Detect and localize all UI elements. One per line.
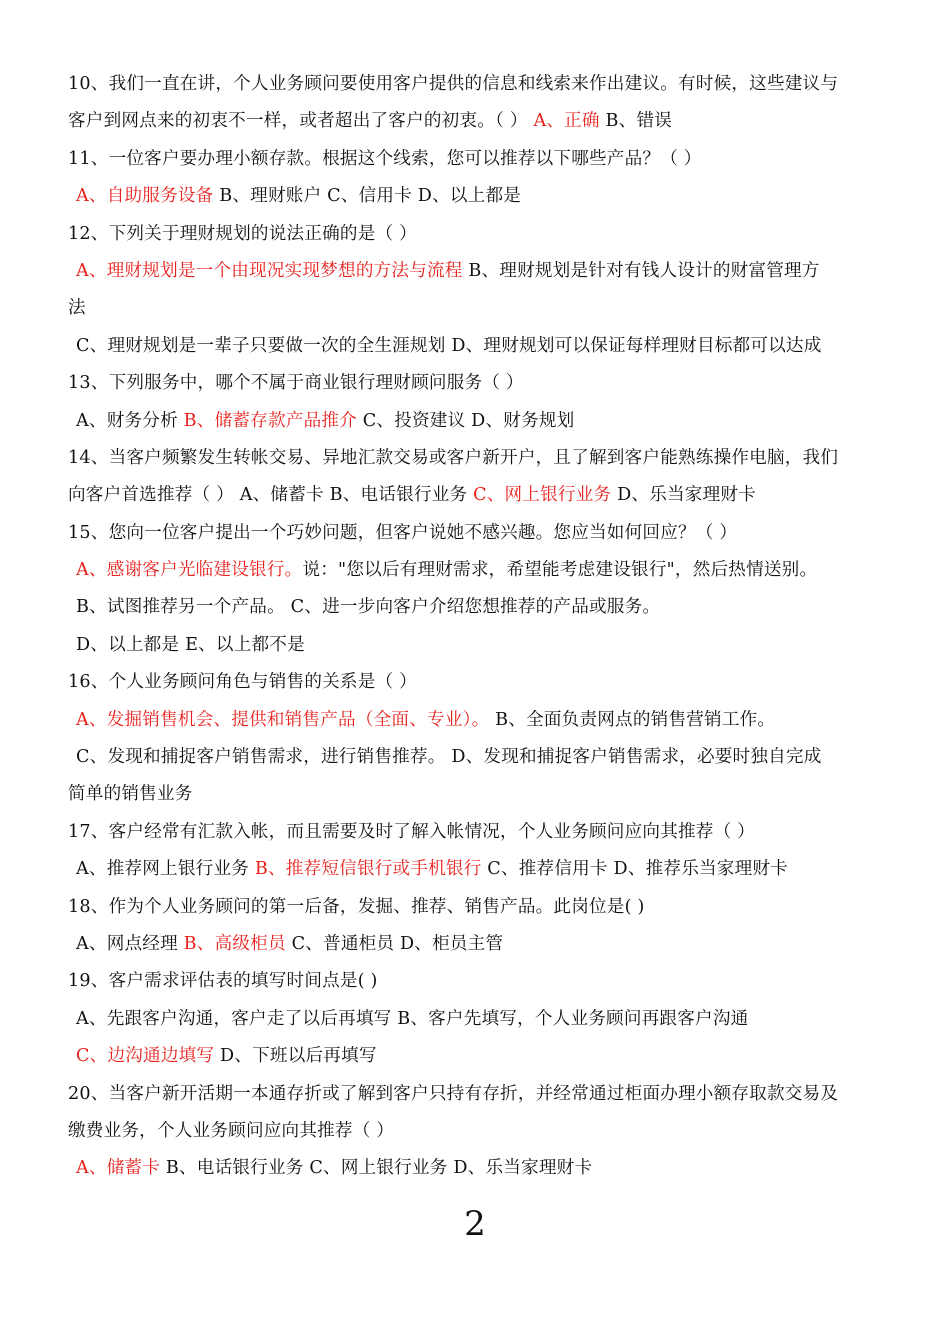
question-text: A、推荐网上银行业务 [76, 859, 255, 880]
question-text: 16、个人业务顾问角色与销售的关系是（ ） [68, 672, 417, 693]
text-line [68, 1038, 888, 1075]
text-line [68, 963, 888, 1000]
question-text: 12、下列关于理财规划的说法正确的是（ ） [68, 223, 417, 244]
question-text: 向客户首选推荐（ ） A、储蓄卡 B、电话银行业务 [68, 485, 474, 506]
question-text: C、普通柜员 D、柜员主管 [285, 933, 504, 954]
question-text: 15、您向一位客户提出一个巧妙问题，但客户说她不感兴趣。您应当如何回应？（ ） [68, 522, 738, 543]
answer-text: C、网上银行业务 [473, 485, 612, 506]
text-line [68, 814, 888, 851]
text-line [68, 1150, 888, 1187]
answer-text: C、边沟通边填写 [76, 1046, 215, 1067]
question-text: A、网点经理 [76, 933, 184, 954]
question-text: D、乐当家理财卡 [611, 485, 756, 506]
question-text: 19、客户需求评估表的填写时间点是( ) [68, 971, 378, 992]
question-list [68, 66, 888, 1188]
answer-text: A、感谢客户光临建设银行。 [76, 560, 303, 581]
answer-text: A、发掘销售机会、提供和销售产品（全面、专业）。 [76, 709, 490, 730]
text-line [68, 477, 888, 514]
question-text: B、理财账户 C、信用卡 D、以上都是 [213, 186, 522, 207]
question-text: B、理财规划是针对有钱人设计的财富管理方 [462, 260, 820, 281]
question-text: 说："您以后有理财需求，希望能考虑建设银行"，然后热情送别。 [302, 560, 818, 581]
text-line [68, 1001, 888, 1038]
answer-text: A、自助服务设备 [76, 186, 214, 207]
text-line [68, 103, 888, 140]
answer-text: B、储蓄存款产品推介 [183, 410, 357, 431]
question-text: 18、作为个人业务顾问的第一后备，发掘、推荐、销售产品。此岗位是( ) [68, 896, 645, 917]
question-text: 缴费业务，个人业务顾问应向其推荐（ ） [68, 1120, 395, 1141]
text-line [68, 1076, 888, 1113]
question-text: 10、我们一直在讲，个人业务顾问要使用客户提供的信息和线索来作出建议。有时候，这些建议与 [68, 74, 839, 94]
text-line [68, 552, 888, 589]
question-text: 13、下列服务中，哪个不属于商业银行理财顾问服务（ ） [68, 373, 524, 394]
question-text: B、全面负责网点的销售营销工作。 [489, 709, 776, 730]
text-line [68, 926, 888, 963]
question-text: 14、当客户频繁发生转帐交易、异地汇款交易或客户新开户，且了解到客户能熟练操作电脑，我们 [68, 447, 839, 468]
question-text: 法 [68, 298, 86, 319]
answer-text: A、储蓄卡 [76, 1158, 161, 1179]
text-line [68, 141, 888, 178]
text-line [68, 851, 888, 888]
answer-text: B、推荐短信银行或手机银行 [254, 859, 482, 880]
text-line [68, 702, 888, 739]
text-line [68, 589, 888, 626]
text-line [68, 178, 888, 215]
question-text: C、理财规划是一辈子只要做一次的全生涯规划 D、理财规划可以保证每样理财目标都可以达成 [76, 335, 822, 356]
text-line [68, 776, 888, 813]
text-line [68, 889, 888, 926]
text-line [68, 365, 888, 402]
question-text: C、投资建议 D、财务规划 [356, 410, 575, 431]
question-text: A、先跟客户沟通，客户走了以后再填写 B、客户先填写，个人业务顾问再跟客户沟通 [76, 1008, 749, 1029]
question-text: 20、当客户新开活期一本通存折或了解到客户只持有存折，并经常通过柜面办理小额存取款交易及 [68, 1083, 839, 1104]
answer-text: B、高级柜员 [183, 933, 286, 954]
question-text: 客户到网点来的初衷不一样，或者超出了客户的初衷。（ ） [68, 111, 534, 132]
text-line [68, 290, 888, 327]
text-line [68, 253, 888, 290]
answer-text: A、正确 [533, 111, 600, 132]
question-text: C、发现和捕捉客户销售需求，进行销售推荐。 D、发现和捕捉客户销售需求，必要时独自完成 [76, 747, 822, 768]
question-text: D、以上都是 E、以上都不是 [76, 634, 305, 655]
page-number: 2 [464, 1204, 486, 1244]
text-line [68, 1113, 888, 1150]
question-text: B、错误 [599, 111, 673, 132]
text-line [68, 664, 888, 701]
answer-text: A、理财规划是一个由现况实现梦想的方法与流程 [76, 260, 463, 281]
question-text: B、试图推荐另一个产品。 C、进一步向客户介绍您想推荐的产品或服务。 [76, 597, 661, 618]
question-text: A、财务分析 [76, 410, 184, 431]
question-text: C、推荐信用卡 D、推荐乐当家理财卡 [481, 859, 788, 880]
text-line [68, 515, 888, 552]
question-text: 11、一位客户要办理小额存款。根据这个线索，您可以推荐以下哪些产品？（ ） [68, 148, 702, 169]
text-line [68, 66, 888, 103]
question-text: 17、客户经常有汇款入帐，而且需要及时了解入帐情况，个人业务顾问应向其推荐（ ） [68, 821, 755, 842]
text-line [68, 440, 888, 477]
question-text: D、下班以后再填写 [214, 1046, 377, 1067]
text-line [68, 328, 888, 365]
text-line [68, 216, 888, 253]
question-text: B、电话银行业务 C、网上银行业务 D、乐当家理财卡 [160, 1158, 593, 1179]
text-line [68, 739, 888, 776]
text-line [68, 403, 888, 440]
text-line [68, 627, 888, 664]
question-text: 简单的销售业务 [68, 784, 193, 805]
